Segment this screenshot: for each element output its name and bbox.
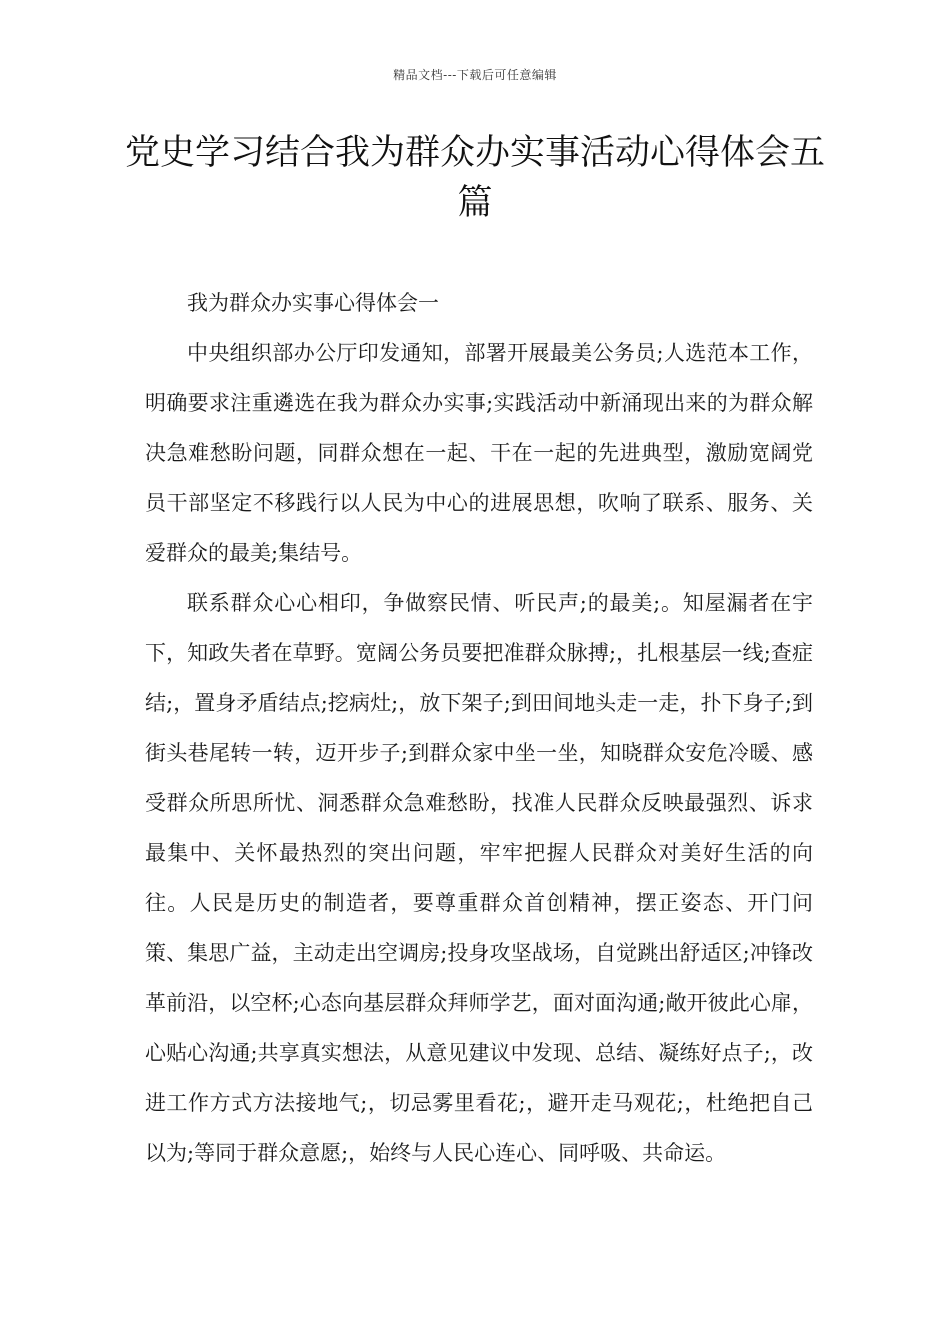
document-title: 党史学习结合我为群众办实事活动心得体会五篇 [124,133,825,223]
document-body [145,278,813,1178]
section-heading: 我为群众办实事心得体会一 [187,291,439,315]
paragraph: 联系群众心心相印，争做察民情、听民声;的最美;。知屋漏者在宇下，知政失者在草野。宽阔公务员要把准群众脉搏;，扎根基层一线;查症结;，置身矛盾结点;挖病灶;，放下架子;到田间地头走一走，扑下身子;到街头巷尾转一转，迈开步子;到群众家中坐一坐，知晓群众安危冷暖、感受群众所思所忧、洞悉群众急难愁盼，找准人民群众反映最强烈、诉求最集中、关怀最热烈的突出问题，牢牢把握人民群众对美好生活的向往。人民是历史的制造者，要尊重群众首创精神，摆正姿态、开门问策、集思广益，主动走出空调房;投身攻坚战场，自觉跳出舒适区;冲锋改革前沿，以空杯;心态向基层群众拜师学艺，面对面沟通;敞开彼此心扉，心贴心沟通;共享真实想法，从意见建议中发现、总结、凝练好点子;，改进工作方式方法接地气;，切忌雾里看花;，避开走马观花;，杜绝把自己以为;等同于群众意愿;，始终与人民心连心、同呼吸、共命运。 [145,591,813,1165]
header-note: 精品文档---下载后可任意编辑 [393,68,557,82]
paragraph: 中央组织部办公厅印发通知，部署开展最美公务员;人选范本工作，明确要求注重遴选在我为群众办实事;实践活动中新涌现出来的为群众解决急难愁盼问题，同群众想在一起、干在一起的先进典型，激励宽阔党员干部坚定不移践行以人民为中心的进展思想，吹响了联系、服务、关爱群众的最美;集结号。 [145,341,813,565]
